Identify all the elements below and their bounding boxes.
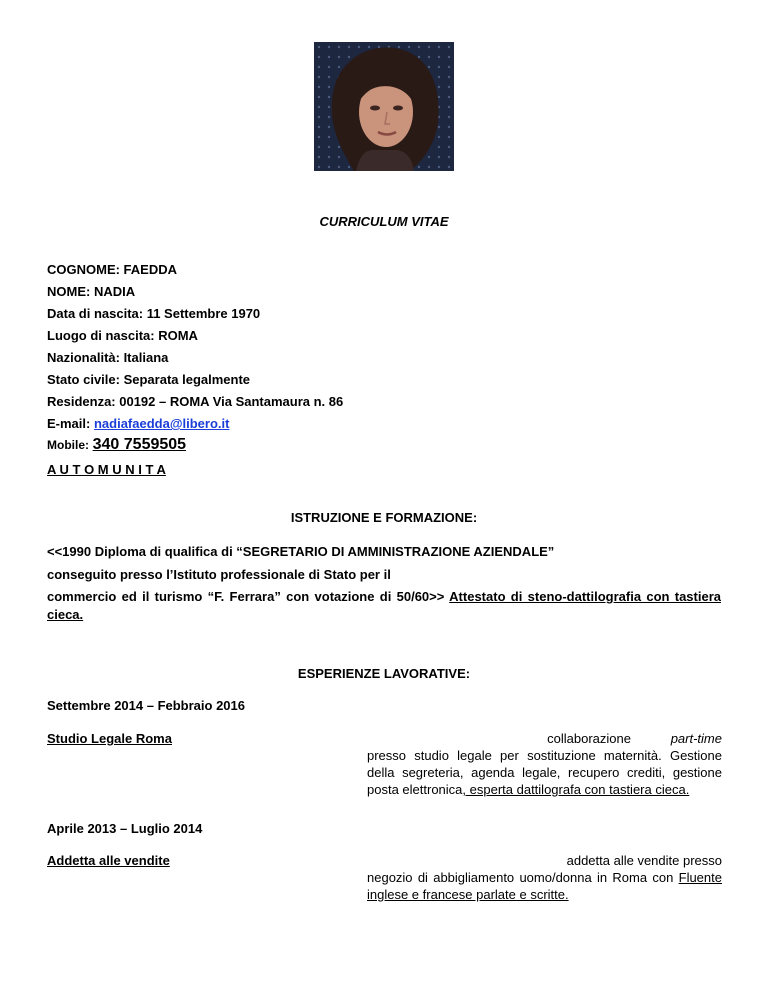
residence-line: Residenza: 00192 – ROMA Via Santamaura n. 86: [47, 394, 344, 409]
email-line: [47, 416, 229, 431]
mobile-line: [47, 436, 186, 454]
birth-place-line: Luogo di nascita: ROMA: [47, 328, 198, 343]
job-period: Aprile 2013 – Luglio 2014: [47, 821, 203, 836]
birth-date-line: Data di nascita: 11 Settembre 1970: [47, 306, 261, 321]
nome-line: NOME: NADIA: [47, 284, 136, 299]
education-line-3: [47, 588, 721, 624]
job-description: [367, 852, 722, 903]
automunita-line: A U T O M U N I T A: [47, 462, 166, 477]
education-line-1: <<1990 Diploma di qualifica di “SEGRETARIO DI AMMINISTRAZIONE AZIENDALE”: [47, 544, 555, 559]
mobile-label: Mobile:: [47, 438, 89, 452]
job-description-underlined: inglese e francese parlate e scritte.: [367, 887, 569, 902]
education-line-3-text: commercio ed il turismo “F. Ferrara” con votazione di 50/60>>: [47, 589, 445, 604]
job-description-underlined: Fluente: [678, 870, 722, 885]
job-description-first-line: addetta alle vendite presso: [566, 853, 722, 868]
attestato-text: Attestato di steno-dattilografia con tastiera cieca.: [47, 589, 721, 622]
job-period: Settembre 2014 – Febbraio 2016: [47, 698, 245, 713]
cognome-line: COGNOME: FAEDDA: [47, 262, 177, 277]
job-description-underlined: , esperta dattilografa con tastiera cieca.: [462, 782, 690, 797]
document-title: CURRICULUM VITAE: [319, 214, 449, 229]
email-label: E-mail:: [47, 416, 91, 431]
portrait-image: [314, 42, 454, 171]
mobile-number: 340 7559505: [92, 436, 187, 453]
email-link[interactable]: nadiafaedda@libero.it: [93, 416, 230, 431]
marital-status-line: Stato civile: Separata legalmente: [47, 372, 251, 387]
education-heading: ISTRUZIONE E FORMAZIONE:: [290, 510, 478, 525]
job-description-body: negozio di abbigliamento uomo/donna in Roma con: [367, 870, 674, 885]
education-line-2: conseguito presso l’Istituto professionale di Stato per il: [47, 567, 391, 582]
profile-photo: [314, 42, 454, 171]
job-role: Addetta alle vendite: [47, 853, 170, 868]
job-description-body: presso studio legale per sostituzione maternità. Gestione della segreteria, agenda legale, recupero crediti, gestione posta elettronica: [367, 748, 722, 797]
experience-heading: ESPERIENZE LAVORATIVE:: [297, 666, 471, 681]
job-description: [367, 730, 722, 798]
job-description-first-line: collaborazione part-time: [547, 731, 722, 746]
nationality-line: Nazionalità: Italiana: [47, 350, 169, 365]
job-role: Studio Legale Roma: [47, 731, 172, 746]
